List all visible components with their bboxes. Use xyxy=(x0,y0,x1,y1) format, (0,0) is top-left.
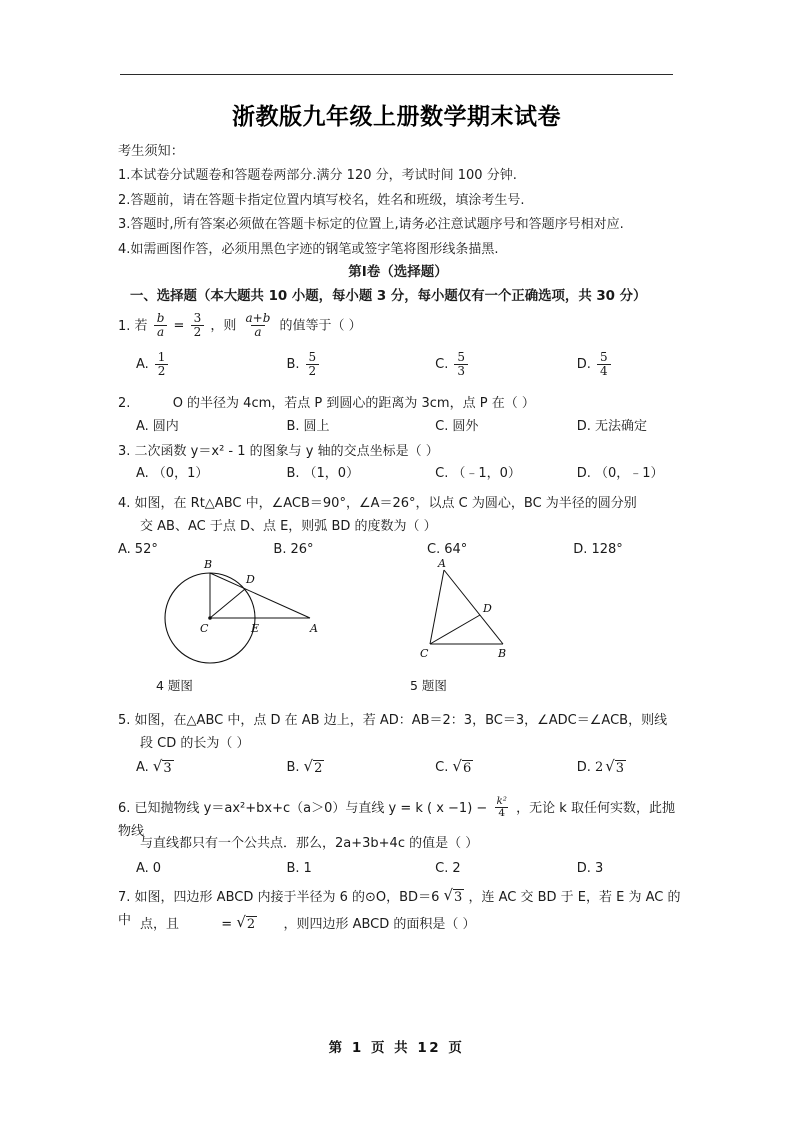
fraction-numerator: 5 xyxy=(308,350,317,364)
option-radical xyxy=(605,757,626,776)
question-1-text-after: 的值等于（ ） xyxy=(279,318,362,334)
option-fraction xyxy=(454,351,468,377)
option-label: B. xyxy=(286,357,300,373)
option-a[interactable] xyxy=(136,416,286,438)
option-b[interactable] xyxy=(286,352,435,378)
option-value: 52° xyxy=(134,542,158,557)
option-value: 圆上 xyxy=(303,419,330,434)
fraction-numerator: k² xyxy=(496,795,508,807)
question-7-continued xyxy=(118,913,683,936)
question-7-line-2b: ，则四边形 ABCD 的面积是（ ） xyxy=(283,917,476,932)
option-fraction xyxy=(155,351,169,377)
figure-4-label-E: E xyxy=(251,622,260,635)
notice-item-4: 4.如需画图作答，必须用黑色字迹的钢笔或签字笔将图形线条描黑. xyxy=(118,241,499,257)
figure-5-label-C: C xyxy=(420,647,429,660)
fraction-numerator: 5 xyxy=(457,350,466,364)
option-label: D. xyxy=(576,861,591,876)
option-label: C. xyxy=(435,760,449,775)
option-value: 64° xyxy=(444,542,468,557)
paper-part-heading xyxy=(118,260,678,284)
option-value: 圆内 xyxy=(152,419,179,434)
option-c[interactable] xyxy=(435,757,577,779)
question-6-continued xyxy=(118,832,683,855)
option-radical xyxy=(303,757,325,776)
section-heading xyxy=(118,284,678,310)
question-2-text: O 的半径为 4cm，若点 P 到圆心的距离为 3cm，点 P 在（ ） xyxy=(172,396,535,411)
figure-4-caption: 4 题图 xyxy=(156,678,193,693)
page-title: 浙教版九年级上册数学期末试卷 xyxy=(232,103,561,130)
option-radical xyxy=(452,757,473,776)
header-rule xyxy=(120,74,673,75)
figure-4-label-A: A xyxy=(310,622,318,635)
option-b[interactable] xyxy=(286,757,435,779)
figure-5-caption: 5 题图 xyxy=(410,678,447,693)
option-b[interactable] xyxy=(286,416,435,438)
option-label: A. xyxy=(136,861,149,876)
option-label: A. xyxy=(136,466,149,481)
option-label: C. xyxy=(435,466,449,481)
fraction-denominator: a xyxy=(154,325,167,339)
option-d[interactable] xyxy=(577,352,683,378)
question-1-text-mid: ，则 xyxy=(210,318,237,334)
fraction-denominator: 4 xyxy=(495,807,508,819)
fraction-numerator: 5 xyxy=(599,350,608,364)
option-b[interactable] xyxy=(286,463,435,485)
option-label: A. xyxy=(136,357,149,373)
radical-sign: √ xyxy=(152,757,163,775)
fraction-denominator: 4 xyxy=(597,364,611,378)
question-7-radical-1 xyxy=(443,886,464,905)
option-label: B. xyxy=(286,760,300,775)
question-7-radical-2 xyxy=(236,913,257,932)
radical-body: 2 xyxy=(314,761,323,776)
question-7-line-1a: 如图，四边形 ABCD 内接于半径为 6 的⊙O，BD＝6 xyxy=(134,890,440,905)
question-6-line-2: 与直线都只有一个公共点．那么，2a+3b+4c 的值是（ ） xyxy=(140,836,479,851)
option-label: D. xyxy=(576,357,591,373)
option-a[interactable] xyxy=(136,463,286,485)
question-1-options xyxy=(136,352,683,378)
radical-sign: √ xyxy=(236,913,246,931)
question-7-line-2a: 点，且 xyxy=(140,917,180,932)
option-fraction xyxy=(597,351,611,377)
radical-sign: √ xyxy=(443,886,454,904)
question-3-options xyxy=(136,463,683,485)
option-d[interactable] xyxy=(577,757,683,779)
notice-item-3: 3.答题时,所有答案必须做在答题卡标定的位置上,请务必注意试题序号和答题序号相对应. xyxy=(118,217,624,232)
radical-sign: √ xyxy=(452,757,462,775)
option-value: （0，﹣1） xyxy=(594,466,664,481)
option-fraction xyxy=(306,351,320,377)
radical-body: 6 xyxy=(462,761,472,776)
option-label: C. xyxy=(435,861,449,876)
figure-4-diagram xyxy=(138,556,368,671)
part-label: 第I卷（选择题） xyxy=(348,264,448,280)
notice-heading: 考生须知： xyxy=(118,144,184,159)
option-value: 2 xyxy=(452,861,461,876)
figure-5-label-B: B xyxy=(498,647,507,660)
option-label: A. xyxy=(136,419,149,434)
option-label: A. xyxy=(136,760,149,775)
fraction-denominator: 2 xyxy=(155,364,169,378)
question-7-number: 7. xyxy=(118,890,131,905)
question-1-fraction-1 xyxy=(154,312,168,338)
figure-5-label-A: A xyxy=(438,557,446,570)
candidate-notice xyxy=(118,140,678,262)
question-6-fraction xyxy=(493,796,510,819)
question-5-continued xyxy=(118,732,683,755)
figure-4-label-B: B xyxy=(204,558,213,571)
option-b[interactable] xyxy=(286,858,435,880)
fraction-denominator: a xyxy=(251,325,264,339)
question-4-continued xyxy=(118,515,683,538)
option-label: B. xyxy=(286,466,300,481)
fraction-numerator: a+b xyxy=(245,311,271,325)
question-1-equals: = xyxy=(173,318,185,334)
option-value: （1，0） xyxy=(303,466,360,481)
figure-4-label-C: C xyxy=(200,622,209,635)
option-a[interactable] xyxy=(136,352,286,378)
question-2-number: 2. xyxy=(118,396,131,411)
question-4-line-1: 如图，在 Rt△ABC 中，∠ACB＝90°，∠A＝26°，以点 C 为圆心，BC 为半径的圆分别 xyxy=(134,496,637,511)
option-d[interactable] xyxy=(577,416,683,438)
option-value: 128° xyxy=(591,542,623,557)
question-6-line-1a: 已知抛物线 y＝ax²+bx+c（a＞0）与直线 y = k ( x −1) − xyxy=(134,801,488,817)
option-d[interactable] xyxy=(577,463,683,485)
option-c[interactable] xyxy=(435,858,577,880)
radical-sign: √ xyxy=(605,757,615,775)
option-label: B. xyxy=(286,419,300,434)
question-1-text-before: 若 xyxy=(134,318,148,334)
option-value: 0 xyxy=(152,861,162,876)
fraction-denominator: 2 xyxy=(306,364,320,378)
question-1-fraction-3 xyxy=(243,312,274,338)
question-3-number: 3. xyxy=(118,444,131,459)
fraction-denominator: 3 xyxy=(454,364,468,378)
question-3-text: 二次函数 y＝x² - 1 的图象与 y 轴的交点坐标是（ ） xyxy=(134,444,439,459)
option-value: 无法确定 xyxy=(594,419,647,434)
option-value: 1 xyxy=(303,861,312,876)
question-6-number: 6. xyxy=(118,801,131,817)
question-5-options xyxy=(136,757,683,779)
option-c[interactable] xyxy=(435,352,577,378)
option-label: D. xyxy=(576,419,591,434)
question-1-number: 1. xyxy=(118,318,131,334)
option-a[interactable] xyxy=(136,858,286,880)
question-2-options xyxy=(136,416,683,438)
option-value: 圆外 xyxy=(452,419,479,434)
question-4-line-2: 交 AB、AC 于点 D、点 E，则弧 BD 的度数为（ ） xyxy=(140,519,437,534)
question-7-equals: = xyxy=(221,917,233,932)
option-label: C. xyxy=(427,542,441,557)
option-value: 3 xyxy=(594,861,604,876)
option-label: B. xyxy=(273,542,287,557)
question-5-number: 5. xyxy=(118,713,131,728)
option-label: D. xyxy=(576,466,591,481)
option-label: C. xyxy=(435,419,449,434)
radical-body: 3 xyxy=(615,761,625,776)
question-7-line-1b: ，连 AC 交 BD 于 E，若 E 为 AC 的中 xyxy=(118,890,681,928)
fraction-numerator: b xyxy=(156,311,165,325)
figure-4-label-D: D xyxy=(246,573,255,586)
option-label: D. xyxy=(573,542,588,557)
notice-item-1: 1.本试卷分试题卷和答题卷两部分.满分 120 分，考试时间 100 分钟. xyxy=(118,168,517,183)
radical-coefficient: 2 xyxy=(594,760,604,775)
question-3 xyxy=(118,440,683,463)
option-value: （﹣1，0） xyxy=(452,466,521,481)
option-value: 26° xyxy=(290,542,314,557)
radical-body: 2 xyxy=(246,917,256,932)
figure-5-diagram xyxy=(408,556,588,671)
radical-body: 3 xyxy=(163,761,172,776)
question-5 xyxy=(118,709,683,732)
option-radical xyxy=(152,757,174,776)
question-1-fraction-2 xyxy=(191,312,205,338)
option-d[interactable] xyxy=(577,858,683,880)
radical-body: 3 xyxy=(454,890,463,905)
question-6-options xyxy=(136,858,683,880)
figures-row xyxy=(118,556,683,693)
page-footer: 第 1 页 共 12 页 xyxy=(328,1040,465,1056)
option-label: B. xyxy=(286,861,300,876)
option-c[interactable] xyxy=(435,416,577,438)
option-value: （0，1） xyxy=(152,466,209,481)
figure-5-label-D: D xyxy=(483,602,492,615)
option-label: C. xyxy=(435,357,449,373)
question-4 xyxy=(118,492,683,515)
question-4-number: 4. xyxy=(118,496,131,511)
section-label: 一、选择题（本大题共 10 小题，每小题 3 分，每小题仅有一个正确选项，共 30 分） xyxy=(130,289,647,304)
fraction-denominator: 2 xyxy=(191,325,205,339)
question-1 xyxy=(118,313,683,339)
notice-item-2: 2.答题前，请在答题卡指定位置内填写校名，姓名和班级，填涂考生号. xyxy=(118,192,525,208)
option-label: D. xyxy=(576,760,591,775)
question-2 xyxy=(118,392,683,415)
question-6-line-1b: ，无论 k 取任何实数，此抛物线 xyxy=(118,801,675,840)
option-label: A. xyxy=(118,542,131,557)
fraction-numerator: 3 xyxy=(193,311,202,325)
question-5-line-2: 段 CD 的长为（ ） xyxy=(140,736,250,751)
option-c[interactable] xyxy=(435,463,577,485)
fraction-numerator: 1 xyxy=(157,350,166,364)
option-a[interactable] xyxy=(136,757,286,779)
question-5-line-1: 如图，在△ABC 中，点 D 在 AB 边上，若 AD：AB＝2：3，BC＝3，∠ADC＝∠ACB，则线 xyxy=(134,713,668,728)
radical-sign: √ xyxy=(303,757,314,775)
